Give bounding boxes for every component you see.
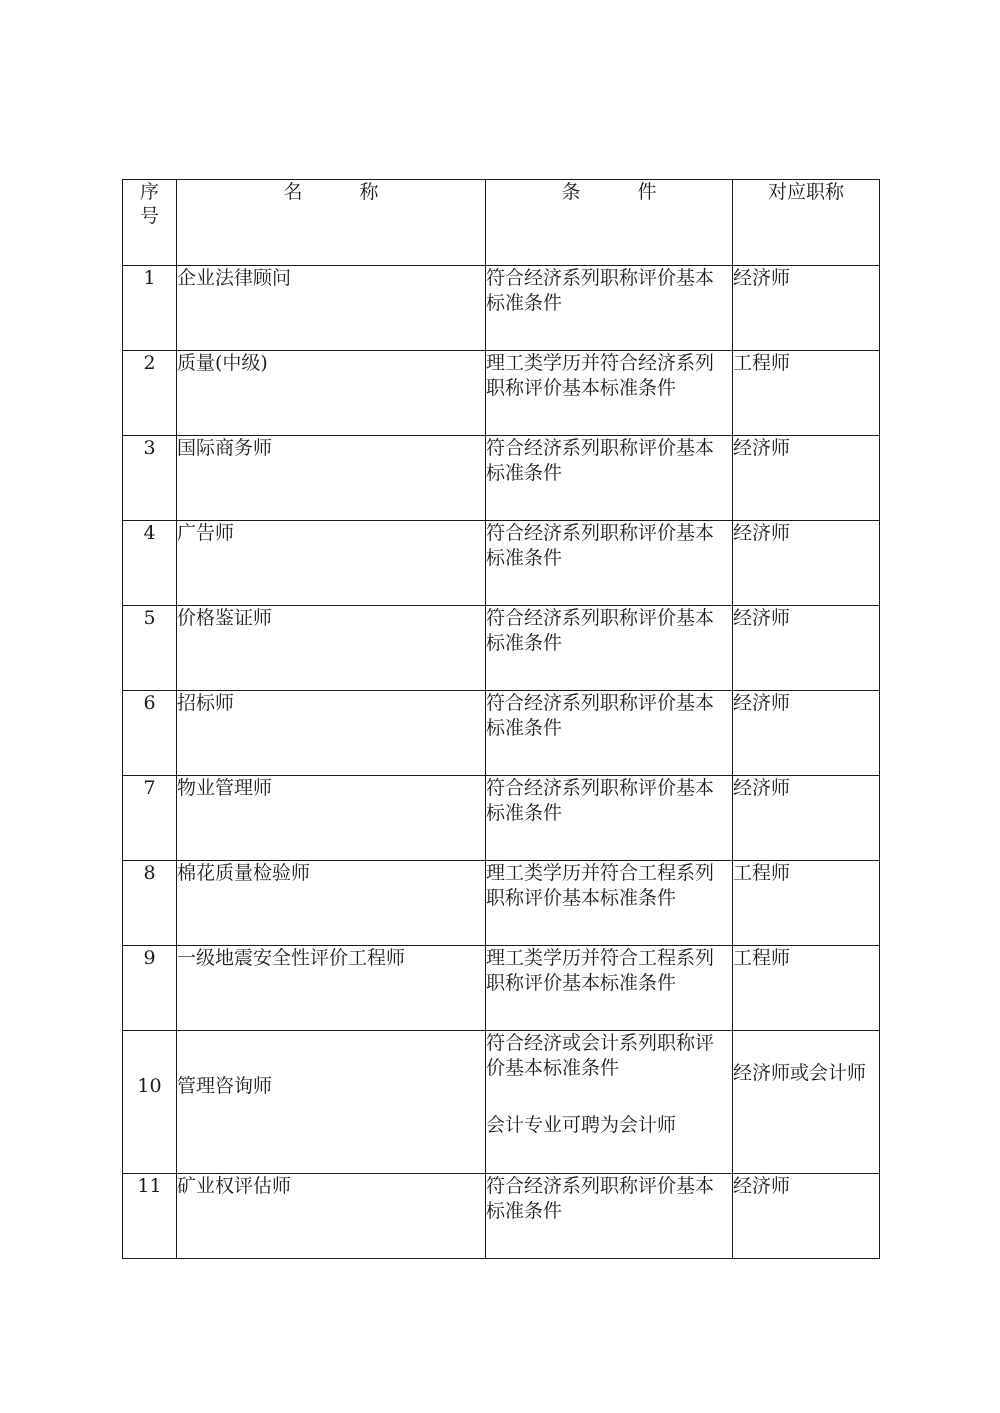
table-row (123, 436, 880, 521)
row-title: 经济师 (733, 436, 880, 521)
row-title: 经济师 (733, 1174, 880, 1259)
row-condition-note: 会计专业可聘为会计师 (486, 1114, 677, 1136)
table-header-row (123, 180, 880, 266)
row-condition: 理工类学历并符合工程系列职称评价基本标准条件 (486, 861, 733, 946)
row-condition: 符合经济系列职称评价基本标准条件 (486, 521, 733, 606)
row-name: 价格鉴证师 (177, 606, 486, 691)
row-title: 经济师 (733, 606, 880, 691)
table-row (123, 1031, 880, 1174)
row-index: 5 (123, 606, 177, 691)
row-name: 企业法律顾问 (177, 266, 486, 351)
row-name: 广告师 (177, 521, 486, 606)
row-title: 经济师或会计师 (733, 1031, 880, 1174)
row-name: 物业管理师 (177, 776, 486, 861)
header-index-line1: 序 (139, 181, 159, 203)
row-condition: 符合经济系列职称评价基本标准条件 (486, 691, 733, 776)
row-name: 质量(中级) (177, 351, 486, 436)
row-title: 工程师 (733, 861, 880, 946)
row-condition-text: 符合经济或会计系列职称评价基本标准条件 (486, 1032, 715, 1079)
row-condition (486, 1031, 733, 1174)
row-index: 10 (123, 1031, 177, 1174)
row-name: 国际商务师 (177, 436, 486, 521)
row-name: 招标师 (177, 691, 486, 776)
row-condition: 理工类学历并符合工程系列职称评价基本标准条件 (486, 946, 733, 1031)
header-index (123, 180, 177, 266)
row-condition: 符合经济系列职称评价基本标准条件 (486, 1174, 733, 1259)
header-name: 名 称 (177, 180, 486, 266)
header-condition: 条 件 (486, 180, 733, 266)
row-index: 9 (123, 946, 177, 1031)
row-index: 4 (123, 521, 177, 606)
row-index: 11 (123, 1174, 177, 1259)
qualification-table (122, 179, 880, 1259)
row-condition: 符合经济系列职称评价基本标准条件 (486, 436, 733, 521)
table-row (123, 946, 880, 1031)
row-condition: 符合经济系列职称评价基本标准条件 (486, 266, 733, 351)
row-condition: 理工类学历并符合经济系列职称评价基本标准条件 (486, 351, 733, 436)
table-row (123, 606, 880, 691)
table-row (123, 521, 880, 606)
row-condition: 符合经济系列职称评价基本标准条件 (486, 606, 733, 691)
row-index: 7 (123, 776, 177, 861)
table-row (123, 861, 880, 946)
table-row (123, 351, 880, 436)
header-title: 对应职称 (733, 180, 880, 266)
table-row (123, 691, 880, 776)
row-title: 经济师 (733, 521, 880, 606)
row-title: 工程师 (733, 351, 880, 436)
row-name: 矿业权评估师 (177, 1174, 486, 1259)
row-title: 工程师 (733, 946, 880, 1031)
row-index: 1 (123, 266, 177, 351)
row-title: 经济师 (733, 776, 880, 861)
row-index: 8 (123, 861, 177, 946)
row-condition: 符合经济系列职称评价基本标准条件 (486, 776, 733, 861)
row-title: 经济师 (733, 691, 880, 776)
row-name: 管理咨询师 (177, 1031, 486, 1174)
row-index: 2 (123, 351, 177, 436)
row-index: 3 (123, 436, 177, 521)
table-row (123, 1174, 880, 1259)
header-index-line2: 号 (139, 205, 159, 227)
table-row (123, 266, 880, 351)
row-title: 经济师 (733, 266, 880, 351)
row-index: 6 (123, 691, 177, 776)
row-name: 一级地震安全性评价工程师 (177, 946, 486, 1031)
row-name: 棉花质量检验师 (177, 861, 486, 946)
table-row (123, 776, 880, 861)
